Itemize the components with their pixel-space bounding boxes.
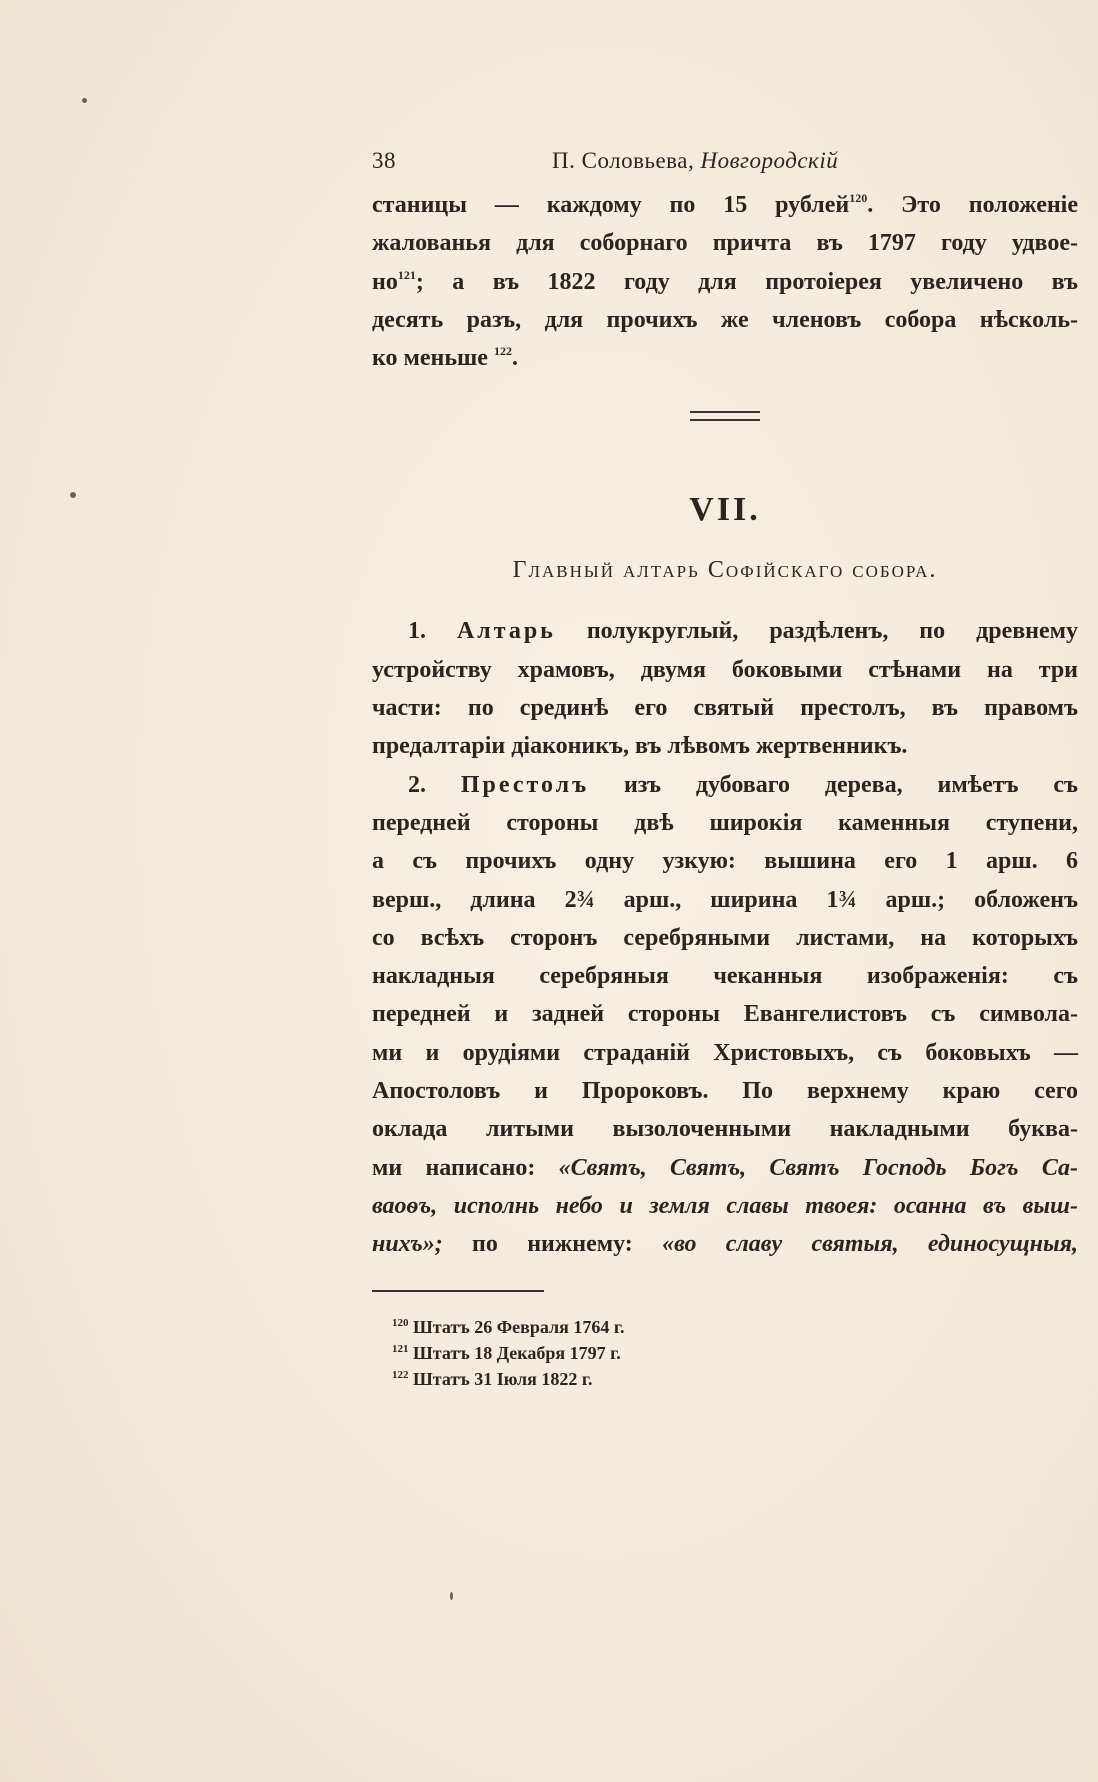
page-number: 38 (372, 148, 396, 173)
footnote: $^{121}$ Штатъ 18 Декабря 1797 г. (392, 1342, 621, 1363)
paragraph-2 (372, 766, 1078, 1264)
footnotes (372, 1314, 1078, 1392)
section-separator (690, 411, 760, 421)
running-author: П. Соловьева, (552, 148, 695, 173)
paper-speck (82, 98, 87, 103)
intro-paragraph (372, 186, 1078, 377)
footnote: $^{122}$ Штатъ 31 Іюля 1822 г. (392, 1368, 593, 1389)
section-title: Главный алтарь Софійскаго собора. (512, 557, 938, 584)
text-line: жалованья для соборнаго причта въ 1797 году удвое- (372, 230, 1078, 257)
footnote-ref[interactable]: 121 (397, 267, 416, 282)
quote-text: ваоѳъ, исполнь небо и земля славы твоея: осанна въ выш- (372, 1192, 1078, 1219)
paragraph-1 (372, 612, 1078, 765)
text-line: ми написано: «Святъ, Святъ, Святъ Господь Богъ Са- (372, 1154, 1079, 1181)
text-line: со всѣхъ сторонъ серебряными листами, на которыхъ (372, 924, 1078, 951)
text-line: а съ прочихъ одну узкую: вышина его 1 арш. 6 (372, 848, 1078, 875)
footnote-rule (372, 1290, 544, 1292)
text-column (372, 140, 1078, 1392)
text-line: 1. Алтарь полукруглый, раздѣленъ, по древнему (408, 618, 1079, 645)
running-title-italic: Новгородскій (700, 148, 839, 173)
footnote-ref[interactable]: 120 (849, 191, 868, 205)
text-line: устройству храмовъ, двумя боковыми стѣнами на три (372, 656, 1078, 683)
text-line: предалтаріи діаконикъ, въ лѣвомъ жертвенникъ. (372, 733, 908, 760)
text-line: $но^{121}$; а въ 1822 году для протоіерея увеличено въ (372, 267, 1078, 295)
text-line: ко меньше $^{122}$. (372, 344, 518, 372)
text-line: части: по срединѣ его святый престолъ, въ правомъ (372, 695, 1078, 722)
running-head (372, 140, 1078, 180)
text-line: десять разъ, для прочихъ же членовъ собора нѣсколь- (372, 306, 1078, 333)
paper-speck (70, 492, 76, 498)
text-line: станицы — каждому по 15 рублей$^{120}$. Это положеніе (372, 191, 1078, 218)
text-line: 2. Престолъ изъ дубоваго дерева, имѣетъ съ (408, 771, 1079, 798)
text-line: передней стороны двѣ широкія каменныя ступени, (372, 809, 1078, 836)
text-line: Апостоловъ и Пророковъ. По верхнему краю сего (372, 1078, 1078, 1105)
section-number: VII. (689, 491, 761, 529)
text-line: нихъ»; по нижнему: «во славу святыя, единосущныя, (372, 1231, 1078, 1258)
footnote-ref[interactable]: 122 (493, 344, 512, 359)
lead-word: Престолъ (460, 771, 590, 798)
text-line: верш., длина 2¾ арш., ширина 1¾ арш.; обложенъ (372, 886, 1078, 913)
lead-word: Алтарь (456, 618, 556, 645)
text-line: накладныя серебряныя чеканныя изображенія: съ (372, 963, 1078, 990)
quote-text: «Святъ, Святъ, Святъ Господь Богъ Са- (558, 1154, 1079, 1181)
footnote: $^{120}$ Штатъ 26 Февраля 1764 г. (392, 1316, 625, 1337)
text-line: оклада литыми вызолоченными накладными буква- (372, 1116, 1078, 1143)
running-title (552, 148, 838, 174)
text-line: передней и задней стороны Евангелистовъ съ символа- (372, 1001, 1078, 1028)
text-line: ми и орудіями страданій Христовыхъ, съ боковыхъ — (372, 1039, 1078, 1066)
paper-speck (450, 1592, 453, 1600)
